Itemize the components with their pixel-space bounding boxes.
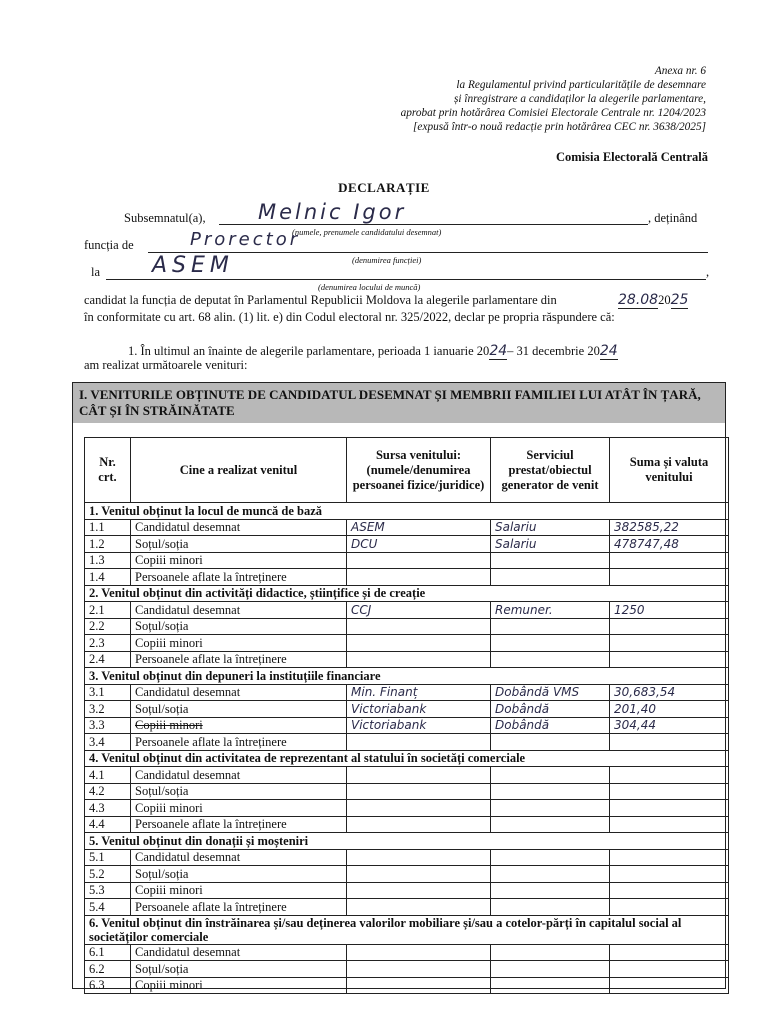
row-source[interactable] [347, 569, 491, 586]
table-row [85, 944, 729, 961]
document-title: DECLARAȚIE [338, 180, 430, 195]
row-who: Soțul/soția [131, 536, 347, 553]
table-row [85, 767, 729, 784]
row-amount[interactable] [610, 899, 729, 916]
row-who: Persoanele aflate la întreținere [131, 569, 347, 586]
candidat-text: candidat la funcția de deputat în Parlamentul Republicii Moldova la alegerile parlamentare din [84, 293, 557, 307]
annex-header [286, 64, 706, 134]
row-amount[interactable] [610, 977, 729, 994]
point1-tail: am realizat următoarele venituri: [84, 358, 248, 372]
row-amount[interactable] [610, 944, 729, 961]
table-group-row [85, 833, 729, 850]
row-source[interactable] [347, 849, 491, 866]
annex-line: aprobat prin hotărârea Comisiei Electorale Centrale nr. 1204/2023 [400, 107, 706, 119]
row-source[interactable] [347, 783, 491, 800]
row-number: 2.3 [85, 635, 131, 652]
la-hint: (denumirea locului de muncă) [318, 282, 421, 292]
table-group-row [85, 915, 729, 944]
functia-hint: (denumirea funcției) [352, 255, 422, 265]
row-who: Candidatul desemnat [131, 602, 347, 619]
election-date-day[interactable]: 28.08 [618, 292, 659, 308]
table-row [85, 635, 729, 652]
row-who: Soțul/soția [131, 961, 347, 978]
row-amount[interactable] [610, 635, 729, 652]
row-who: Persoanele aflate la întreținere [131, 734, 347, 751]
row-source[interactable]: CCJ [347, 602, 491, 619]
row-number: 2.4 [85, 651, 131, 668]
row-source[interactable] [347, 944, 491, 961]
election-year-prefix: 20 [658, 293, 671, 307]
row-amount[interactable] [610, 866, 729, 883]
annex-line: [expusă într-o nouă redacție prin hotărârea CEC nr. 3638/2025] [413, 121, 706, 133]
row-who: Candidatul desemnat [131, 944, 347, 961]
row-service[interactable] [491, 882, 610, 899]
table-row [85, 602, 729, 619]
row-amount[interactable] [610, 783, 729, 800]
row-service[interactable]: Dobândă [491, 701, 610, 718]
table-row [85, 849, 729, 866]
row-number: 3.3 [85, 717, 131, 734]
row-number: 4.2 [85, 783, 131, 800]
row-number: 1.3 [85, 552, 131, 569]
table-row [85, 783, 729, 800]
election-year-suffix[interactable]: 25 [670, 292, 689, 308]
row-amount[interactable]: 30,683,54 [610, 684, 729, 701]
authority-name: Comisia Electorală Centrală [555, 150, 708, 164]
row-service[interactable] [491, 635, 610, 652]
header-source: Sursa venitului: (numele/denumirea persoanei fizice/juridice) [347, 438, 491, 503]
row-who: Candidatul desemnat [131, 767, 347, 784]
la-label: la [91, 265, 101, 279]
header-nr: Nr. crt. [85, 438, 131, 503]
row-service[interactable] [491, 800, 610, 817]
row-amount[interactable]: 1250 [610, 602, 729, 619]
row-amount[interactable] [610, 552, 729, 569]
table-row [85, 866, 729, 883]
row-number: 2.1 [85, 602, 131, 619]
row-number: 2.2 [85, 618, 131, 635]
election-date [618, 292, 688, 308]
row-amount[interactable]: 478747,48 [610, 536, 729, 553]
table-row [85, 961, 729, 978]
row-service[interactable] [491, 734, 610, 751]
detinand-label: , deținând [648, 211, 698, 225]
point1-text [128, 343, 618, 359]
row-number: 6.3 [85, 977, 131, 994]
row-service[interactable]: Salariu [491, 519, 610, 536]
row-number: 3.1 [85, 684, 131, 701]
row-number: 4.4 [85, 816, 131, 833]
row-who: Copiii minori [131, 882, 347, 899]
row-service[interactable] [491, 569, 610, 586]
row-source[interactable] [347, 899, 491, 916]
name-hint: (numele, prenumele candidatului desemnat) [292, 227, 442, 237]
table-group-row [85, 585, 729, 602]
row-who: Persoanele aflate la întreținere [131, 816, 347, 833]
row-service[interactable] [491, 977, 610, 994]
row-who: Copiii minori [131, 635, 347, 652]
table-group-row [85, 750, 729, 767]
table-row [85, 618, 729, 635]
group-title: 5. Venitul obținut din donații și moșteniri [85, 833, 729, 850]
row-service[interactable] [491, 849, 610, 866]
row-source[interactable]: Victoriabank [347, 717, 491, 734]
table-row [85, 552, 729, 569]
group-title: 4. Venitul obținut din activitatea de reprezentant al statului în societăți comerciale [85, 750, 729, 767]
row-who: Soțul/soția [131, 618, 347, 635]
table-row [85, 651, 729, 668]
row-number: 1.4 [85, 569, 131, 586]
table-row [85, 816, 729, 833]
row-source[interactable]: Victoriabank [347, 701, 491, 718]
row-amount[interactable]: 382585,22 [610, 519, 729, 536]
row-service[interactable]: Salariu [491, 536, 610, 553]
row-number: 6.1 [85, 944, 131, 961]
row-service[interactable] [491, 767, 610, 784]
row-amount[interactable] [610, 734, 729, 751]
row-amount[interactable] [610, 849, 729, 866]
period-start-year[interactable]: 24 [489, 343, 508, 359]
row-who: Copiii minori [131, 552, 347, 569]
group-title: 1. Venitul obținut la locul de muncă de bază [85, 503, 729, 520]
row-number: 5.4 [85, 899, 131, 916]
row-amount[interactable] [610, 882, 729, 899]
functia-value[interactable]: Prorector [190, 229, 301, 250]
income-table [84, 437, 729, 994]
row-amount[interactable] [610, 618, 729, 635]
row-service[interactable]: Dobândă VMS [491, 684, 610, 701]
table-row [85, 569, 729, 586]
row-number: 5.1 [85, 849, 131, 866]
row-source[interactable] [347, 734, 491, 751]
workplace-value[interactable]: ASEM [152, 253, 234, 278]
annex-line: Anexa nr. 6 [654, 65, 706, 77]
row-who: Candidatul desemnat [131, 519, 347, 536]
row-service[interactable] [491, 944, 610, 961]
row-number: 5.2 [85, 866, 131, 883]
row-who: Copiii minori [131, 717, 347, 734]
row-source[interactable] [347, 767, 491, 784]
row-service[interactable] [491, 866, 610, 883]
row-amount[interactable] [610, 767, 729, 784]
row-amount[interactable] [610, 816, 729, 833]
header-amount: Suma și valuta venitului [610, 438, 729, 503]
table-row [85, 800, 729, 817]
header-who: Cine a realizat venitul [131, 438, 347, 503]
row-amount[interactable] [610, 961, 729, 978]
table-header-row [85, 438, 729, 503]
table-group-row [85, 503, 729, 520]
row-source[interactable] [347, 651, 491, 668]
row-who: Persoanele aflate la întreținere [131, 651, 347, 668]
table-row [85, 734, 729, 751]
row-who: Copiii minori [131, 800, 347, 817]
row-amount[interactable] [610, 651, 729, 668]
row-service[interactable] [491, 899, 610, 916]
row-amount[interactable]: 304,44 [610, 717, 729, 734]
row-service[interactable]: Remuner. [491, 602, 610, 619]
candidate-name[interactable]: Melnic Igor [258, 200, 407, 224]
row-source[interactable] [347, 961, 491, 978]
row-who: Candidatul desemnat [131, 849, 347, 866]
row-source[interactable] [347, 977, 491, 994]
row-who: Soțul/soția [131, 701, 347, 718]
row-source[interactable] [347, 816, 491, 833]
row-source[interactable]: Min. Finanț [347, 684, 491, 701]
table-row [85, 536, 729, 553]
income-table-body [85, 503, 729, 994]
row-number: 3.2 [85, 701, 131, 718]
row-service[interactable]: Dobândă [491, 717, 610, 734]
row-service[interactable] [491, 816, 610, 833]
row-source[interactable] [347, 635, 491, 652]
row-number: 1.2 [85, 536, 131, 553]
row-amount[interactable]: 201,40 [610, 701, 729, 718]
row-service[interactable] [491, 651, 610, 668]
header-service: Serviciul prestat/obiectul generator de venit [491, 438, 610, 503]
conformitate-text: în conformitate cu art. 68 alin. (1) lit. e) din Codul electoral nr. 325/2022, declar pe propria răspundere că: [84, 310, 615, 324]
row-source[interactable] [347, 552, 491, 569]
table-group-row [85, 668, 729, 685]
annex-line: la Regulamentul privind particularitățile de desemnare [456, 79, 706, 91]
table-row [85, 519, 729, 536]
row-source[interactable] [347, 882, 491, 899]
table-row [85, 701, 729, 718]
row-number: 4.3 [85, 800, 131, 817]
row-number: 4.1 [85, 767, 131, 784]
group-title: 3. Venitul obținut din depuneri la instituțiile financiare [85, 668, 729, 685]
la-comma: , [706, 265, 710, 279]
table-row [85, 717, 729, 734]
table-row [85, 899, 729, 916]
row-source[interactable]: DCU [347, 536, 491, 553]
row-who: Candidatul desemnat [131, 684, 347, 701]
row-service[interactable] [491, 961, 610, 978]
row-who: Copiii minori [131, 977, 347, 994]
row-service[interactable] [491, 552, 610, 569]
table-row [85, 882, 729, 899]
row-number: 3.4 [85, 734, 131, 751]
section-title: I. VENITURILE OBȚINUTE DE CANDIDATUL DESEMNAT ȘI MEMBRII FAMILIEI LUI ATÂT ÎN ȚARĂ, CÂT ȘI ÎN STRĂINĂTATE [73, 383, 725, 423]
name-underline [219, 224, 648, 225]
annex-line: și înregistrare a candidaților la alegerile parlamentare, [454, 93, 706, 105]
row-who: Persoanele aflate la întreținere [131, 899, 347, 916]
point1-mid: – 31 decembrie 20 [507, 344, 600, 358]
row-number: 5.3 [85, 882, 131, 899]
point1-lead: 1. În ultimul an înainte de alegerile parlamentare, perioada 1 ianuarie 20 [128, 344, 490, 358]
row-source[interactable] [347, 866, 491, 883]
row-who: Soțul/soția [131, 866, 347, 883]
row-who: Soțul/soția [131, 783, 347, 800]
row-amount[interactable] [610, 800, 729, 817]
row-amount[interactable] [610, 569, 729, 586]
la-underline [106, 279, 706, 280]
row-number: 1.1 [85, 519, 131, 536]
period-end-year[interactable]: 24 [599, 343, 618, 359]
row-source[interactable] [347, 618, 491, 635]
row-service[interactable] [491, 618, 610, 635]
group-title: 2. Venitul obținut din activități didactice, științifice și de creație [85, 585, 729, 602]
group-title: 6. Venitul obținut din înstrăinarea și/sau deținerea valorilor mobiliare și/sau a cotelor-părți în capitalul social al societăților comerciale [85, 915, 729, 944]
table-row [85, 977, 729, 994]
row-service[interactable] [491, 783, 610, 800]
subsemnatul-label: Subsemnatul(a), [124, 211, 206, 225]
row-source[interactable] [347, 800, 491, 817]
row-number: 6.2 [85, 961, 131, 978]
functia-label: funcția de [84, 238, 134, 252]
table-row [85, 684, 729, 701]
row-source[interactable]: ASEM [347, 519, 491, 536]
